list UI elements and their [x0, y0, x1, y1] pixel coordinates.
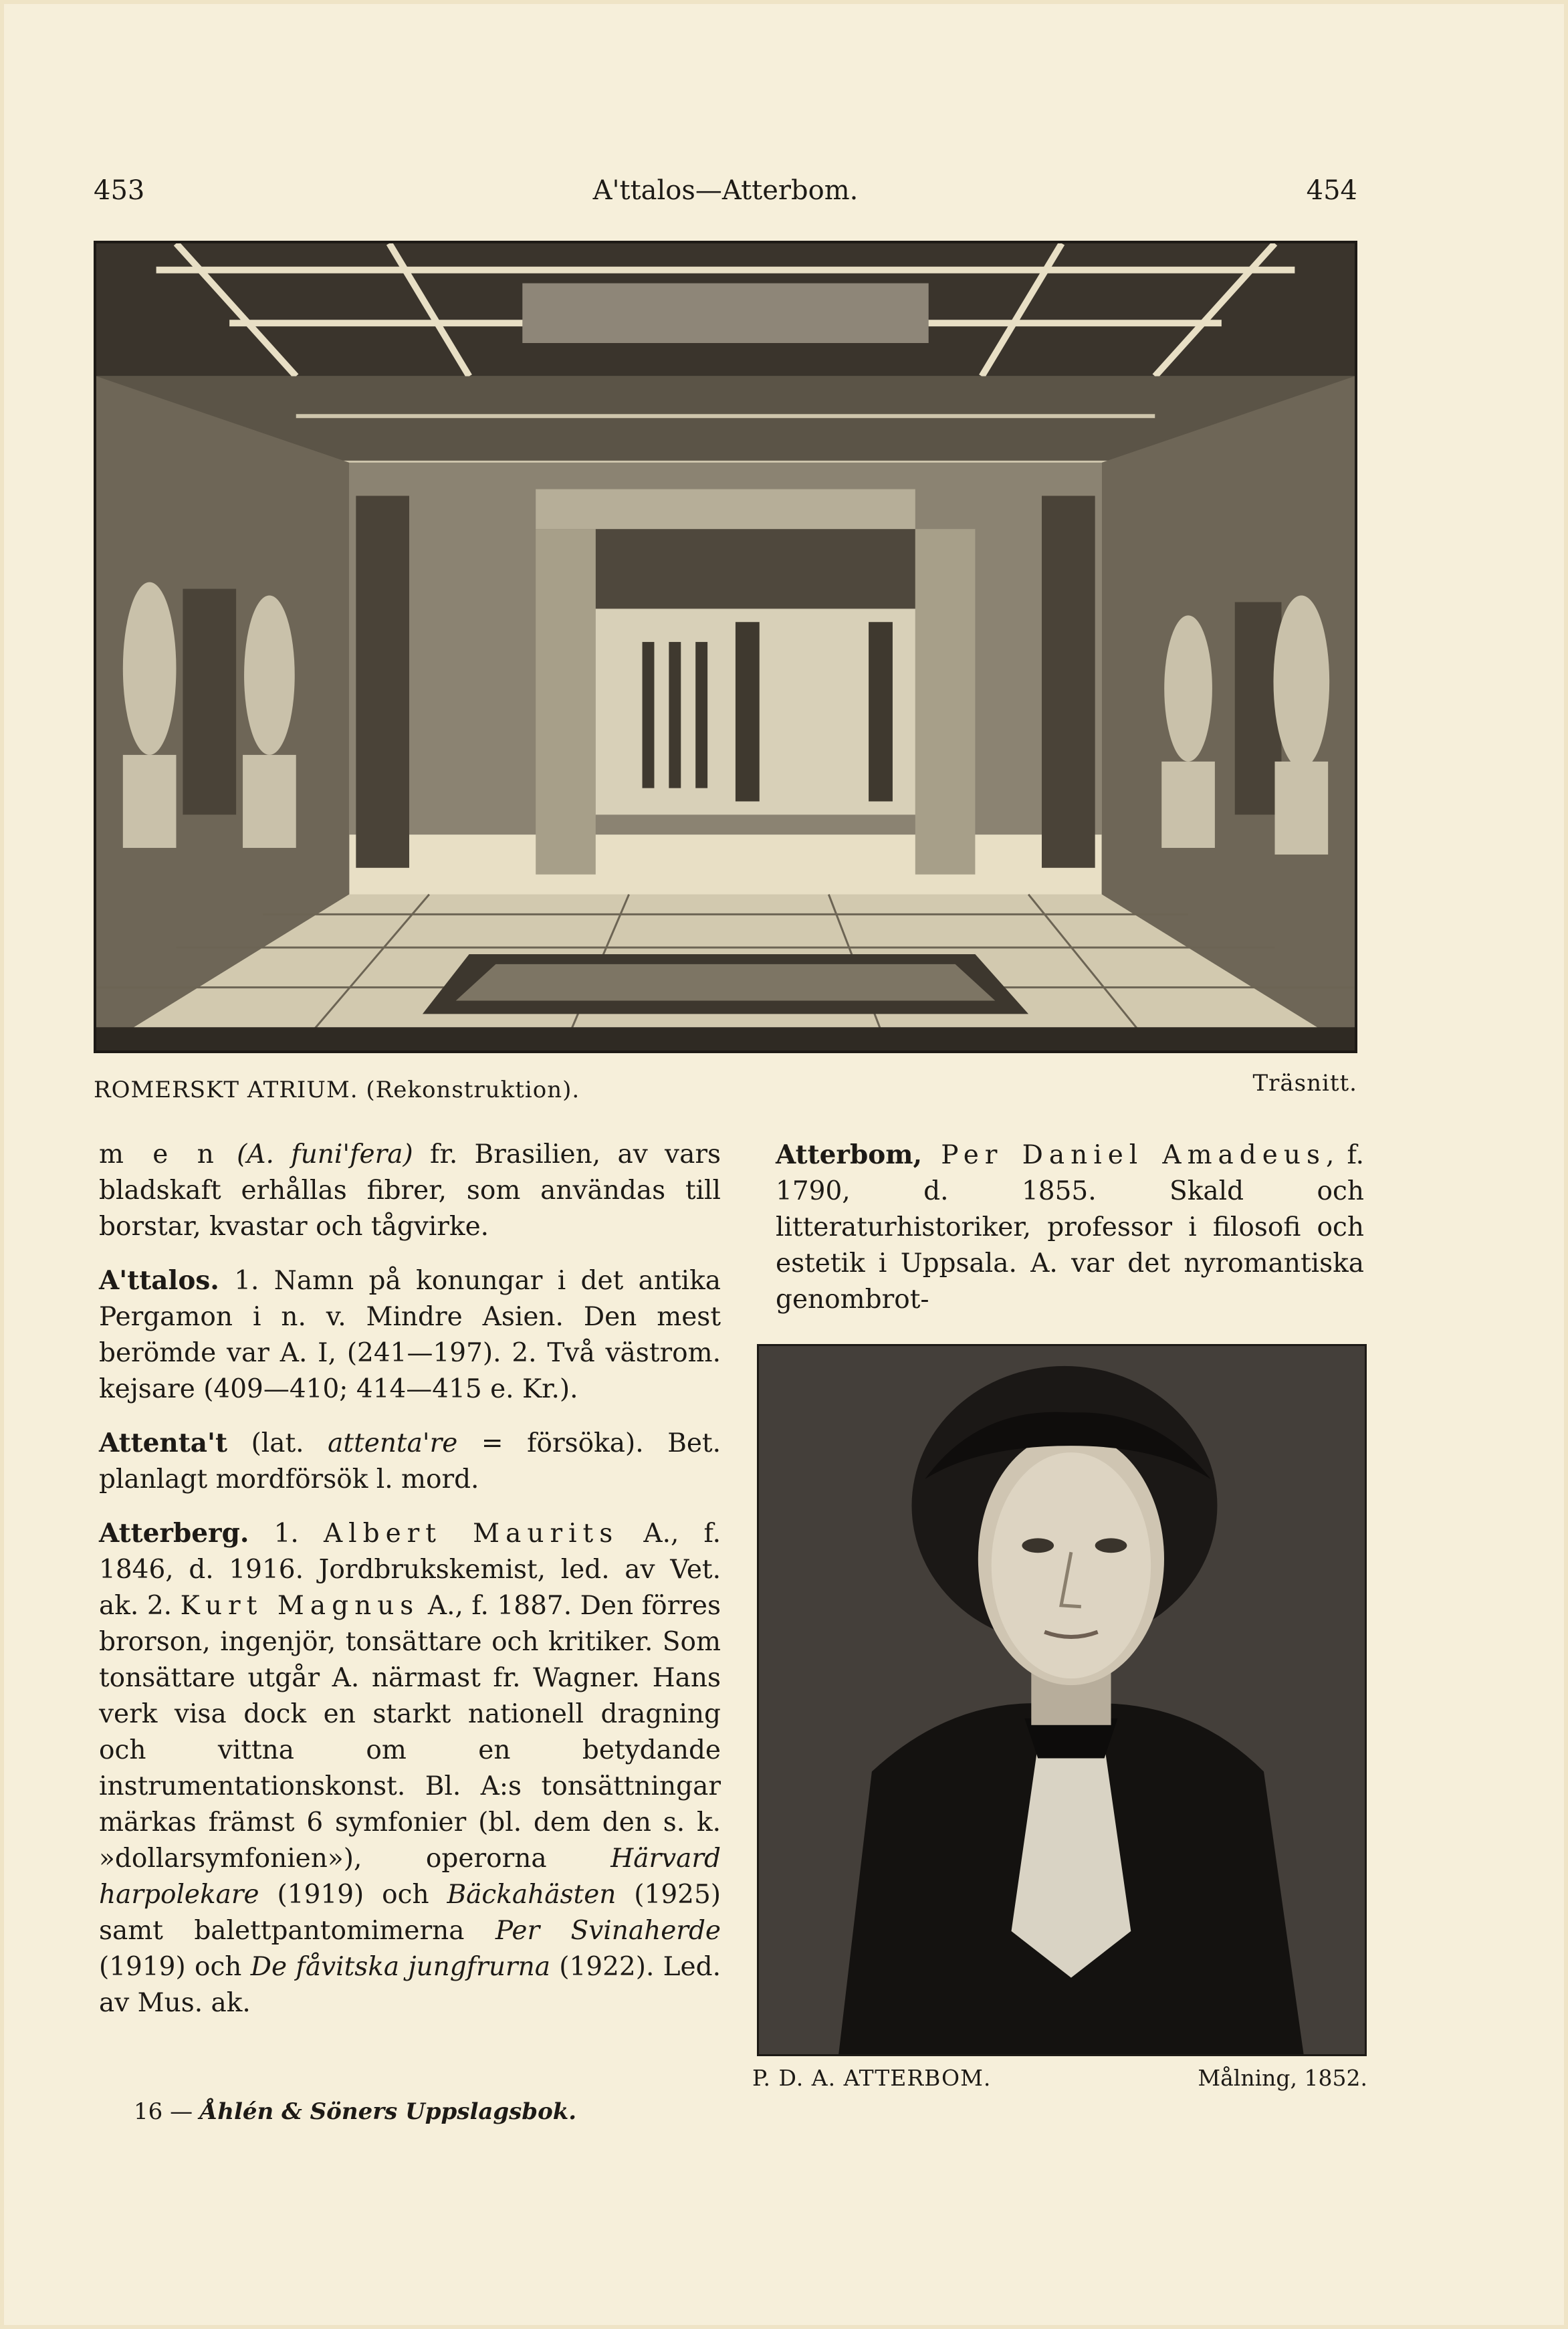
running-header: [94, 175, 1357, 215]
portrait-caption-medium: Målning, 1852.: [1198, 2065, 1367, 2091]
portrait-caption-title: P. D. A. ATTERBOM.: [752, 2065, 992, 2091]
signature-footer: 16 — Åhlén & Söners Uppslagsbok.: [134, 2098, 577, 2125]
entry-attalos: A'ttalos. 1. Namn på konungar i det antika Pergamon i n. v. Mindre Asien. Den mest berömde var A. I, (241—197). 2. Två västrom. kejsare (409—410; 414—415 e. Kr.).: [99, 1265, 721, 1404]
portrait-caption: [752, 2065, 1367, 2098]
headword-attalos: A'ttalos.: [99, 1265, 219, 1296]
right-column: [776, 1137, 1364, 1335]
publisher-name: Åhlén & Söners Uppslagsbok.: [199, 2098, 577, 2125]
page-number-left: 453: [94, 175, 145, 206]
atrium-caption-medium: Träsnitt.: [1252, 1070, 1357, 1097]
entry-atterberg: Atterberg. 1. Albert Maurits A., f. 1846, d. 1916. Jordbrukskemist, led. av Vet. ak. 2. Kurt Magnus A., f. 1887. Den förres brorson, ingenjör, tonsättare och kritiker. Som tonsättare utgår A. närmast fr. Wagner. Hans verk visa dock en starkt nationell dragning och vittna om en betydande instrumentationskonst. Bl. A:s tonsättningar märkas främst 6 symfonier (bl. dem den s. k. »dollarsymfonien»), operorna Härvard harpolekare (1919) och Bäckahästen (1925) samt balettpantomimerna Per Svinaherde (1919) och De fåvitska jungfrurna (1922). Led. av Mus. ak.: [99, 1518, 721, 2018]
entry-continuation: m e n (A. funi'fera) fr. Brasilien, av vars bladskaft erhållas fibrer, som användas till borstar, kvastar och tågvirke.: [99, 1139, 721, 1242]
atrium-caption-title: ROMERSKT ATRIUM. (Rekonstruktion).: [94, 1077, 580, 1103]
running-title: A'ttalos—Atterbom.: [592, 175, 859, 206]
portrait-painting-illustration: [757, 1344, 1367, 2056]
headword-attentat: Attenta't: [99, 1428, 228, 1458]
atrium-engraving-illustration: [94, 241, 1357, 1053]
page-number-right: 454: [1306, 175, 1357, 206]
entry-attentat: Attenta't (lat. attenta're = försöka). Bet. planlagt mordförsök l. mord.: [99, 1428, 721, 1494]
signature-number: 16: [134, 2098, 163, 2125]
headword-atterberg: Atterberg.: [99, 1518, 249, 1549]
headword-atterbom: Atterbom,: [776, 1139, 923, 1170]
entry-atterbom: Atterbom, Per Daniel Amadeus, f. 1790, d. 1855. Skald och litteraturhistoriker, professor i filosofi och estetik i Uppsala. A. var det nyromantiska genombrot-: [776, 1139, 1364, 1315]
left-column: [99, 1137, 721, 2039]
atrium-caption: [94, 1070, 1357, 1110]
